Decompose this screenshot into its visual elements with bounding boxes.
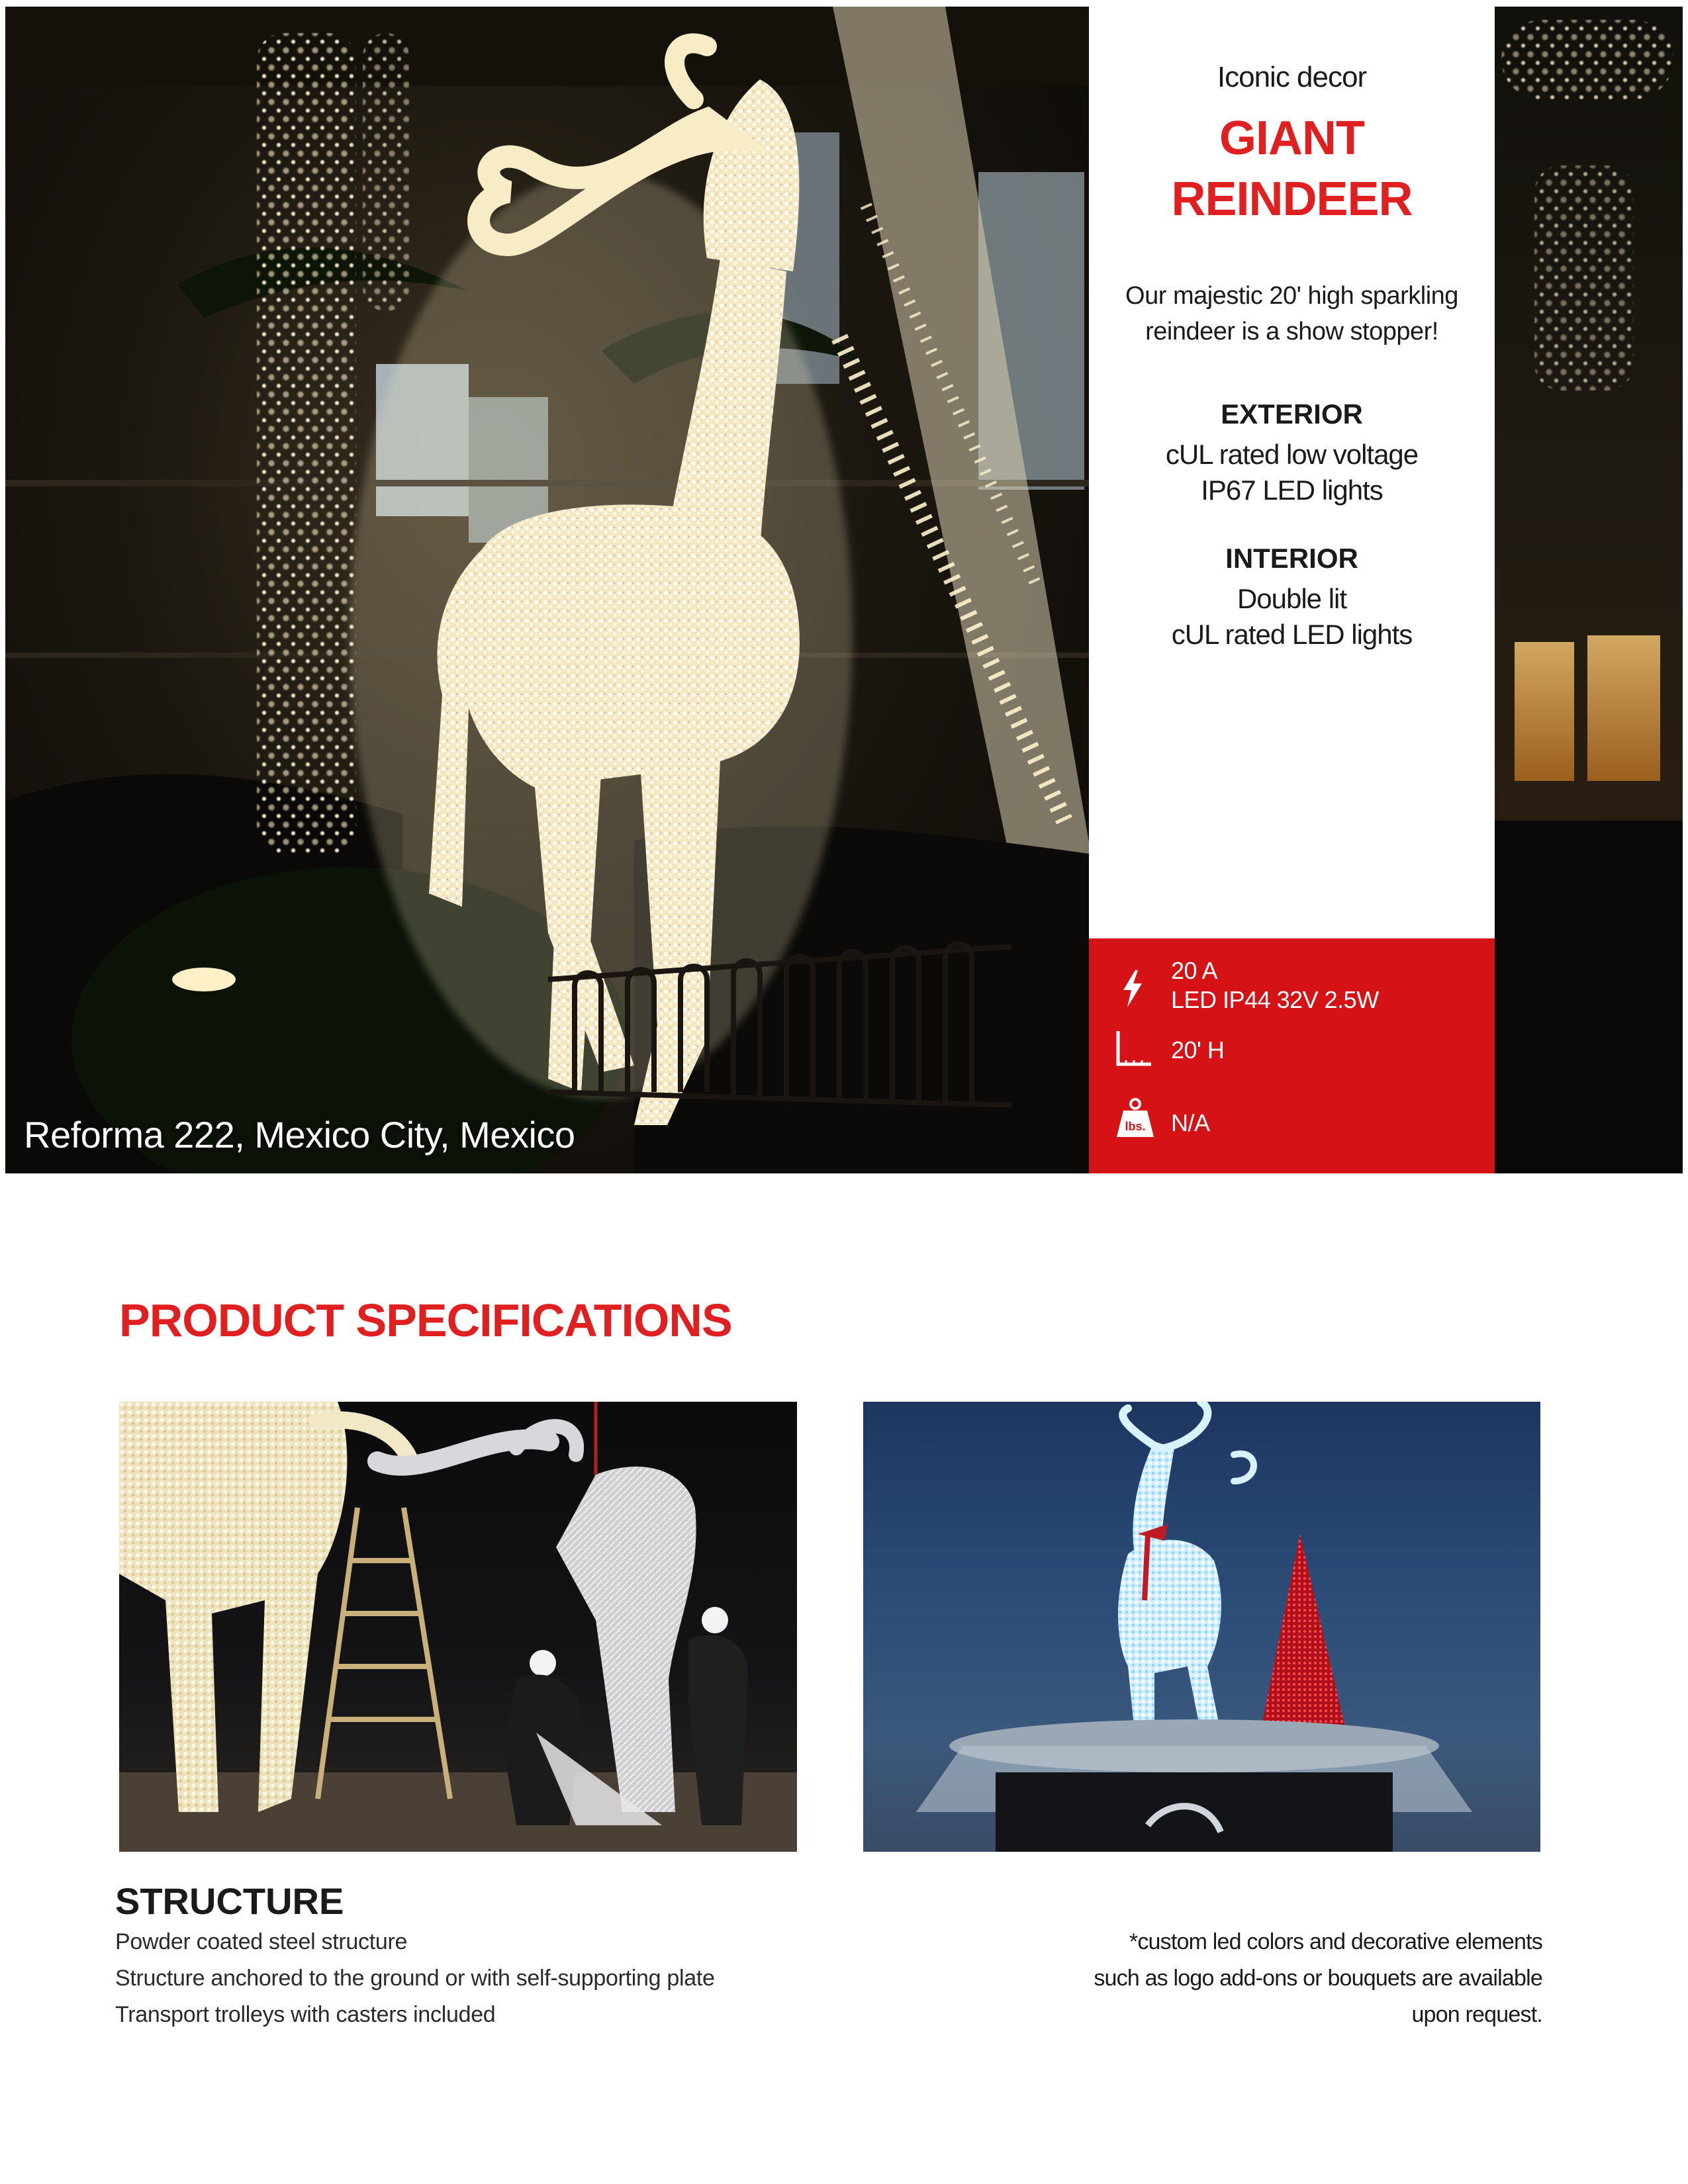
crowd-shadow <box>1495 821 1683 1173</box>
product-title-line2: REINDEER <box>1171 173 1413 226</box>
led-rating: LED IP44 32V 2.5W <box>1171 986 1379 1013</box>
power-rating: 20 A <box>1171 957 1218 984</box>
installation-photo <box>119 1402 797 1852</box>
hero-photo-illustration <box>5 7 1089 1173</box>
lit-column-left <box>257 33 356 854</box>
custom-note-line: *custom led colors and decorative elements <box>1129 1929 1542 1954</box>
structure-line: Powder coated steel structure <box>115 1929 408 1954</box>
weight-icon <box>1115 1097 1155 1138</box>
weight-value: N/A <box>1171 1109 1210 1136</box>
product-info-panel <box>1089 7 1495 938</box>
installation-illustration <box>119 1402 797 1852</box>
specifications-title: PRODUCT SPECIFICATIONS <box>119 1295 732 1346</box>
lit-tree-right <box>1534 165 1634 390</box>
glowing-panel <box>1515 642 1574 781</box>
lit-garland-right <box>1501 20 1673 99</box>
hero-photo-reindeer <box>5 7 1089 1173</box>
custom-note-line: upon request. <box>1411 2002 1542 2027</box>
lit-garland <box>363 33 409 311</box>
hero-photo-right-slice <box>1495 7 1683 1173</box>
quick-specs-panel <box>1089 938 1495 1173</box>
height-value: 20' H <box>1171 1036 1225 1064</box>
tagline-line1: Our majestic 20' high sparkling <box>1125 282 1458 310</box>
exterior-line1: cUL rated low voltage <box>1165 439 1419 470</box>
exterior-line2: IP67 LED lights <box>1201 475 1383 506</box>
installed-reindeer-illustration <box>863 1402 1540 1852</box>
structure-line: Structure anchored to the ground or with self-supporting plate <box>115 1966 715 1991</box>
product-tagline <box>1089 278 1495 349</box>
product-kicker: Iconic decor <box>1217 61 1367 93</box>
glowing-panel <box>1587 635 1660 781</box>
structure-heading: STRUCTURE <box>115 1880 344 1922</box>
installed-reindeer-photo <box>863 1402 1540 1852</box>
exterior-heading: EXTERIOR <box>1221 398 1363 430</box>
height-ruler-icon <box>1115 1030 1152 1068</box>
weight-icon-label: lbs. <box>1125 1120 1146 1133</box>
lightning-icon <box>1121 970 1143 1007</box>
structure-line: Transport trolleys with casters included <box>115 2002 496 2027</box>
interior-heading: INTERIOR <box>1225 543 1358 574</box>
location-caption: Reforma 222, Mexico City, Mexico <box>24 1114 575 1156</box>
interior-line2: cUL rated LED lights <box>1171 619 1413 650</box>
custom-note-line: such as logo add-ons or bouquets are available <box>1094 1966 1542 1991</box>
tagline-line2: reindeer is a show stopper! <box>1145 318 1438 345</box>
interior-line1: Double lit <box>1237 583 1347 614</box>
product-title-line1: GIANT <box>1219 112 1364 165</box>
